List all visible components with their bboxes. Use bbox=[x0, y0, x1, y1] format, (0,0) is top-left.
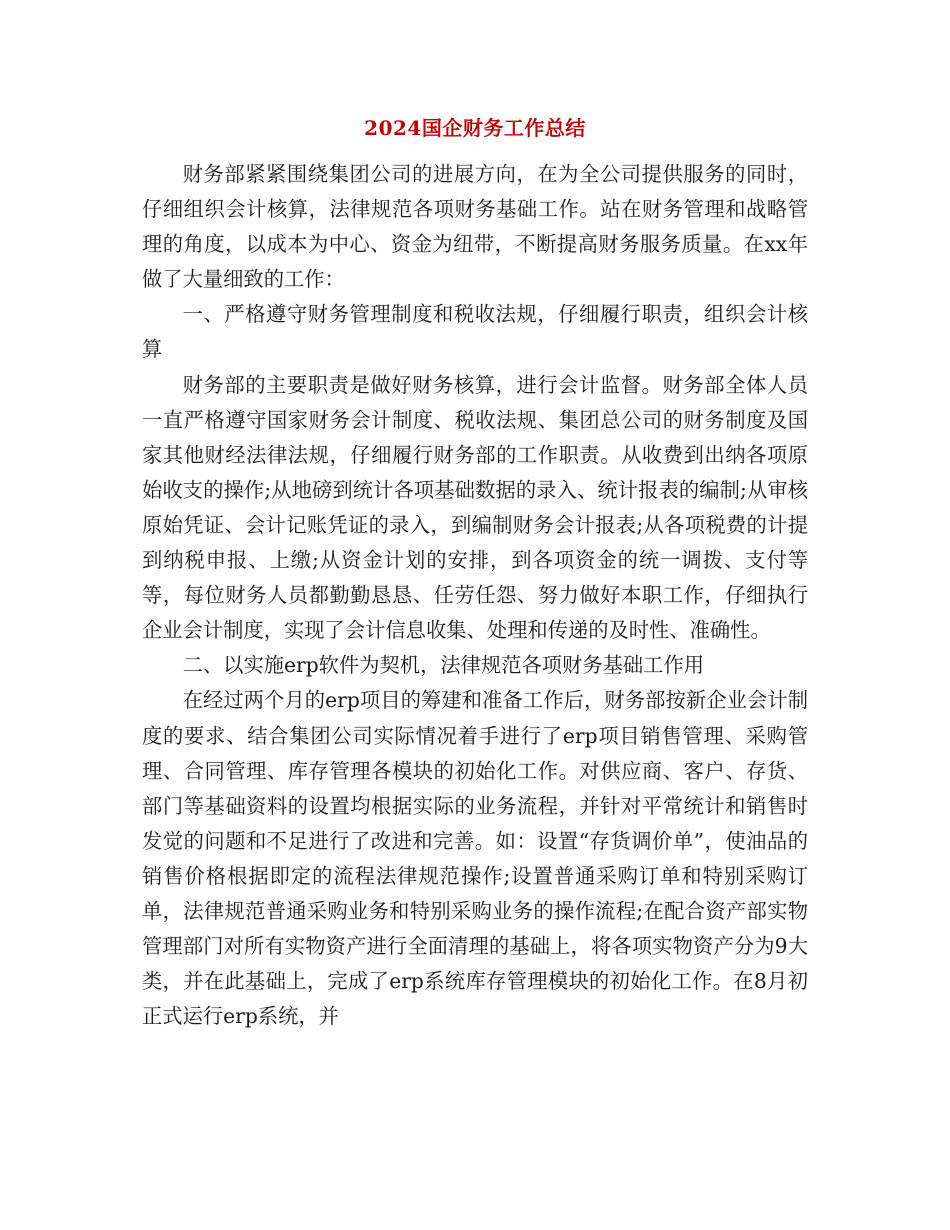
section-heading-1: 一、严格遵守财务管理制度和税收法规，仔细履行职责，组织会计核算 bbox=[142, 302, 808, 362]
paragraph-section-1: 财务部的主要职责是做好财务核算，进行会计监督。财务部全体人员一直严格遵守国家财务会计制度、税收法规、集团总公司的财务制度及国家其他财经法律法规，仔细履行财务部的工作职责。从收费到出纳各项原始收支的操作;从地磅到统计各项基础数据的录入、统计报表的编制;从审核原始凭证、会计记账凭证的录入，到编制财务会计报表;从各项税费的计提到纳税申报、上缴;从资金计划的安排，到各项资金的统一调拨、支付等等，每位财务人员都勤勤恳恳、任劳任怨、努力做好本职工作，仔细执行企业会计制度，实现了会计信息收集、处理和传递的及时性、准确性。 bbox=[142, 372, 808, 643]
document-title: 2024国企财务工作总结 bbox=[364, 116, 586, 140]
section-heading-2: 二、以实施erp软件为契机，法律规范各项财务基础工作用 bbox=[182, 653, 705, 678]
paragraph-section-2: 在经过两个月的erp项目的筹建和准备工作后，财务部按新企业会计制度的要求、结合集团公司实际情况着手进行了erp项目销售管理、采购管理、合同管理、库存管理各模块的初始化工作。对供应商、客户、存货、部门等基础资料的设置均根据实际的业务流程，并针对平常统计和销售时发觉的问题和不足进行了改进和完善。如：设置“存货调价单”，使油品的销售价格根据即定的流程法律规范操作;设置普通采购订单和特别采购订单，法律规范普通采购业务和特别采购业务的操作流程;在配合资产部实物管理部门对所有实物资产进行全面清理的基础上，将各项实物资产分为9大类，并在此基础上，完成了erp系统库存管理模块的初始化工作。在8月初正式运行erp系统，并 bbox=[142, 688, 808, 1029]
paragraph-intro: 财务部紧紧围绕集团公司的进展方向，在为全公司提供服务的同时，仔细组织会计核算，法律规范各项财务基础工作。站在财务管理和战略管理的角度，以成本为中心、资金为纽带，不断提高财务服务质量。在xx年做了大量细致的工作： bbox=[142, 162, 808, 292]
document-body bbox=[142, 157, 808, 1034]
